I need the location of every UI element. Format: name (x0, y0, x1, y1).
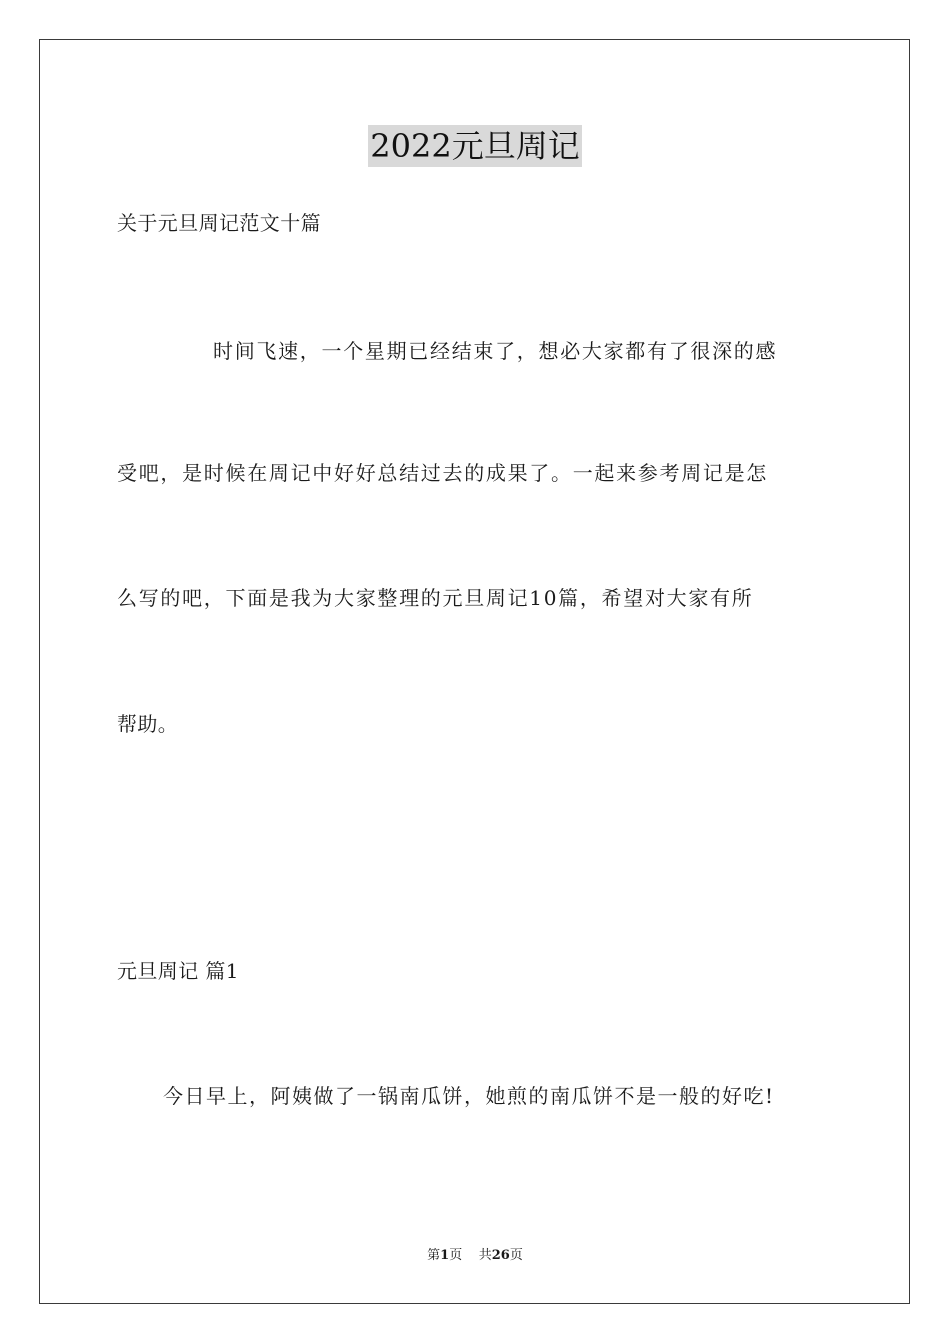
intro-line-4: 帮助。 (117, 712, 179, 736)
footer-total-suffix: 页 (509, 1248, 523, 1263)
section-first-line: 今日早上，阿姨做了一锅南瓜饼，她煎的南瓜饼不是一般的好吃! (163, 1084, 775, 1108)
page-footer (0, 1247, 950, 1265)
footer-page-suffix: 页 (449, 1248, 463, 1263)
intro-line-1: 时间飞速，一个星期已经结束了，想必大家都有了很深的感 (213, 339, 778, 363)
footer-page-number: 1 (440, 1248, 450, 1263)
intro-line-3: 么写的吧，下面是我为大家整理的元旦周记10篇，希望对大家有所 (117, 586, 754, 610)
footer-total-pages: 26 (491, 1248, 510, 1263)
document-subtitle: 关于元旦周记范文十篇 (117, 211, 321, 235)
title-container (0, 125, 950, 167)
document-title: 2022元旦周记 (370, 127, 580, 165)
intro-line-2: 受吧，是时候在周记中好好总结过去的成果了。一起来参考周记是怎 (117, 461, 768, 485)
footer-total-prefix: 共 (478, 1248, 492, 1263)
footer-page-prefix: 第 (427, 1248, 441, 1263)
section-heading: 元旦周记 篇1 (117, 959, 239, 983)
